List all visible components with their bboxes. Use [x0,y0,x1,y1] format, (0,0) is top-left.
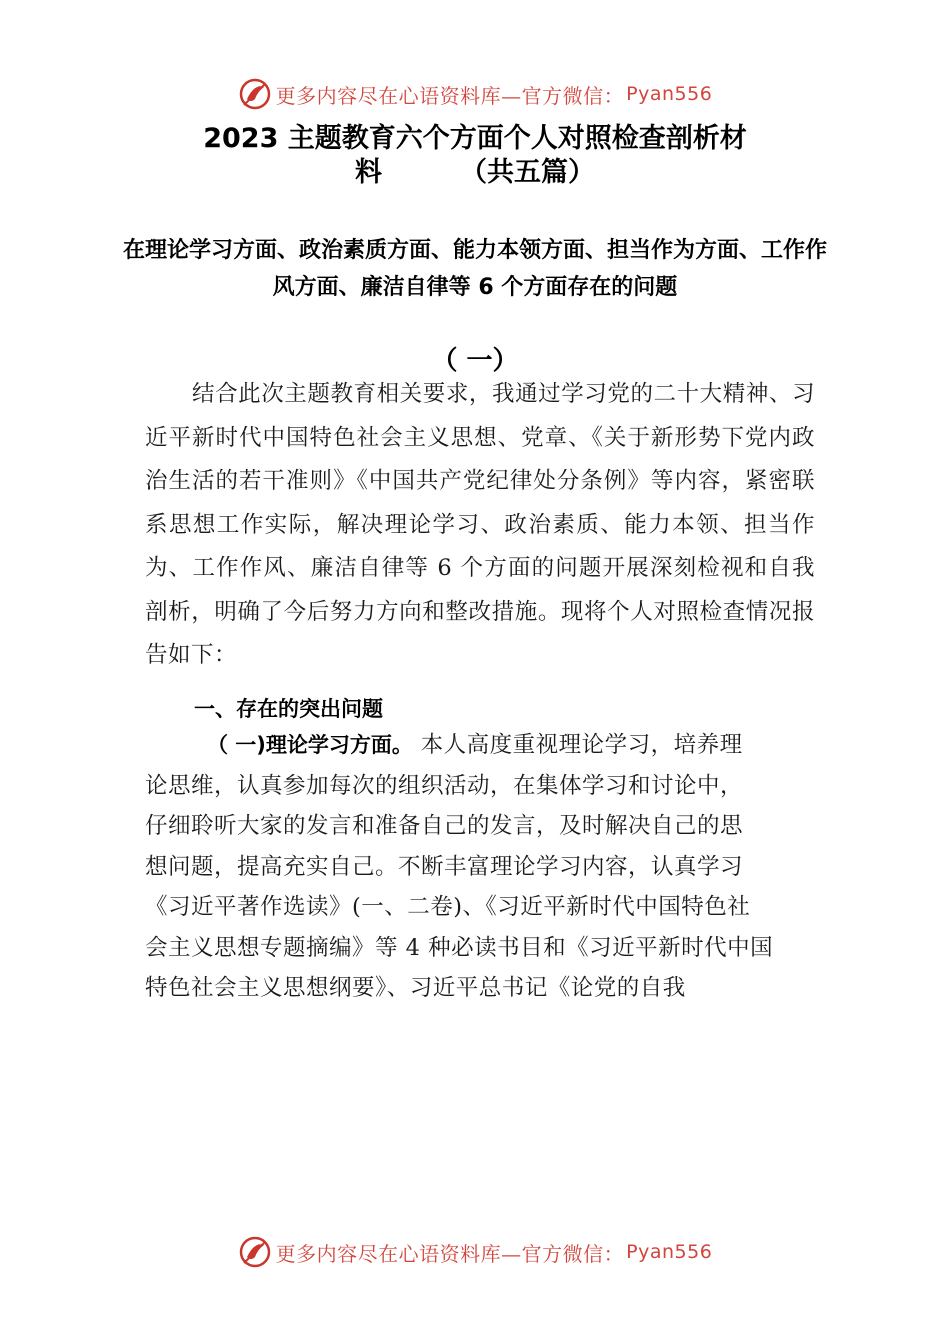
theory-study-paragraph [145,724,815,1008]
title-line-2b: （共五篇） [460,157,595,188]
title-line-2a: 料 [355,157,382,188]
part-label: （ 一） [431,346,519,376]
intro-paragraph: 结合此次主题教育相关要求，我通过学习党的二十大精神、习近平新时代中国特色社会主义思想、党章、《关于新形势下党内政治生活的若干准则》《中国共产党纪律处分条例》等内容，紧密联系思想工作实际，解决理论学习、政治素质、能力本领、担当作为、工作作风、廉洁自律等 6 个方面的问题开展深刻检视和自我剖析，明确了今后努力方向和整改措施。现将个人对照检查情况报告如下： [145,381,815,668]
paragraph-line: 《习近平著作选读》(一、二卷)、《习近平新时代中国特色社 [145,894,751,920]
subsection-lead: （ 一)理论学习方面。 [207,733,413,757]
paragraph-line: 特色社会主义思想纲要》、习近平总书记《论党的自我 [145,975,686,1001]
paragraph-line: 论思维，认真参加每次的组织活动，在集体学习和讨论中， [145,772,744,799]
section-heading: 一、存在的突出问题 [194,697,383,721]
document-title [180,122,770,190]
watermark-text: 更多内容尽在心语资料库—官方微信： [275,1241,625,1266]
seal-logo-icon [238,1235,272,1269]
watermark-wechat-id: Pyan556 [626,83,713,105]
seal-logo-icon [238,77,272,111]
watermark-text: 更多内容尽在心语资料库—官方微信： [275,83,625,108]
title-line-1: 2023 主题教育六个方面个人对照检查剖析材 [203,123,747,154]
paragraph-line: 仔细聆听大家的发言和准备自己的发言，及时解决自己的思 [145,813,744,839]
header-watermark [0,74,950,114]
document-subtitle: 在理论学习方面、政治素质方面、能力本领方面、担当作为方面、工作作风方面、廉洁自律等 6 个方面存在的问题 [122,238,827,300]
paragraph-line [145,724,815,765]
watermark-wechat-id: Pyan556 [626,1241,713,1263]
footer-watermark [0,1232,950,1272]
paragraph-line: 想问题，提高充实自己。不断丰富理论学习内容，认真学习 [145,853,744,880]
paragraph-line-text: 本人高度重视理论学习，培养理 [412,732,743,758]
title-line-2 [180,156,770,190]
paragraph-line: 会主义思想专题摘编》等 4 种必读书目和《习近平新时代中国 [145,934,774,961]
